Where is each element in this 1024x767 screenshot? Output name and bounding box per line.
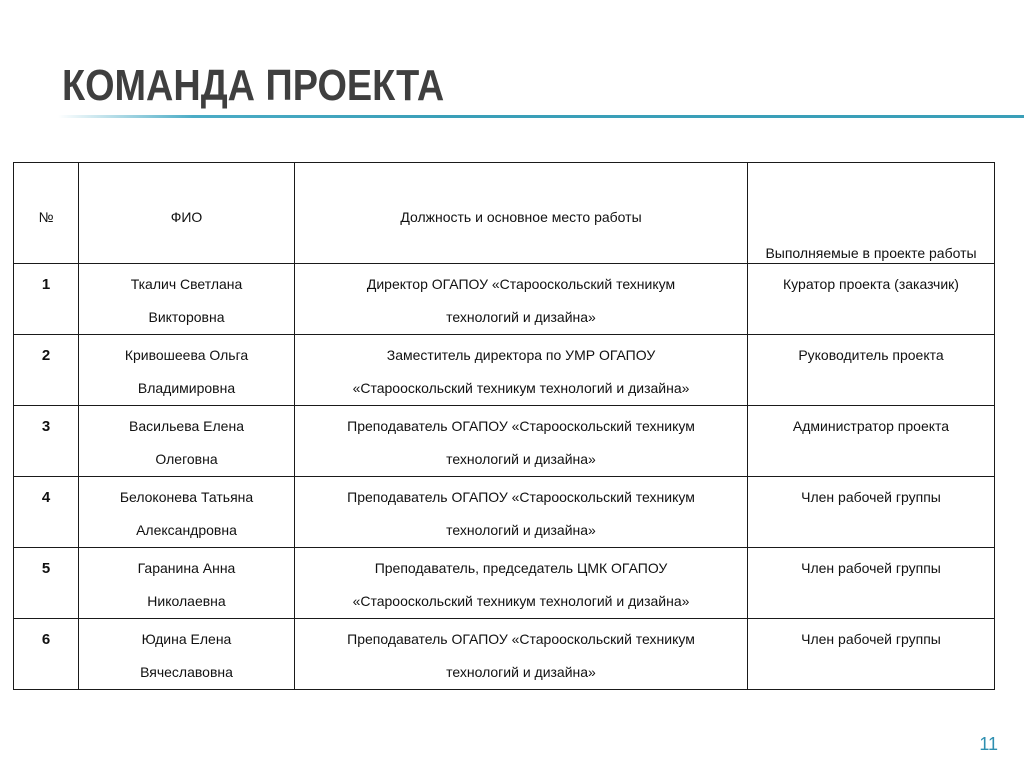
member-name xyxy=(79,548,295,619)
position-line: технологий и дизайна» xyxy=(446,451,596,467)
slide-title: КОМАНДА ПРОЕКТА xyxy=(62,61,445,110)
header-position: Должность и основное место работы xyxy=(295,163,748,264)
header-name: ФИО xyxy=(79,163,295,264)
table-row xyxy=(14,406,995,477)
member-position xyxy=(295,264,748,335)
table-row xyxy=(14,477,995,548)
name-line: Гаранина Анна xyxy=(137,560,236,576)
name-line: Васильева Елена xyxy=(129,418,244,434)
position-line: технологий и дизайна» xyxy=(446,309,596,325)
member-position xyxy=(295,619,748,690)
name-line: Юдина Елена xyxy=(141,631,232,647)
member-name xyxy=(79,477,295,548)
table-row xyxy=(14,619,995,690)
row-number: 3 xyxy=(14,406,79,477)
member-position xyxy=(295,477,748,548)
name-line: Олеговна xyxy=(155,451,218,467)
position-line: технологий и дизайна» xyxy=(446,522,596,538)
header-role: Выполняемые в проекте работы xyxy=(748,163,995,264)
member-role: Руководитель проекта xyxy=(748,335,995,406)
member-role: Член рабочей группы xyxy=(748,548,995,619)
table-row xyxy=(14,548,995,619)
member-role: Куратор проекта (заказчик) xyxy=(748,264,995,335)
row-number: 1 xyxy=(14,264,79,335)
position-line: Преподаватель, председатель ЦМК ОГАПОУ xyxy=(374,560,668,576)
member-name xyxy=(79,406,295,477)
position-line: Директор ОГАПОУ «Старооскольский техникум xyxy=(366,276,676,292)
position-line: Преподаватель ОГАПОУ «Старооскольский техникум xyxy=(347,631,695,647)
member-role: Член рабочей группы xyxy=(748,619,995,690)
project-team-table xyxy=(13,162,995,690)
header-number: № xyxy=(14,163,79,264)
position-line: «Старооскольский техникум технологий и дизайна» xyxy=(352,593,690,609)
name-line: Николаевна xyxy=(147,593,226,609)
position-line: Преподаватель ОГАПОУ «Старооскольский техникум xyxy=(347,489,695,505)
row-number: 6 xyxy=(14,619,79,690)
member-name xyxy=(79,619,295,690)
position-line: технологий и дизайна» xyxy=(446,664,596,680)
row-number: 5 xyxy=(14,548,79,619)
member-role: Администратор проекта xyxy=(748,406,995,477)
position-line: Заместитель директора по УМР ОГАПОУ xyxy=(386,347,656,363)
title-divider xyxy=(58,115,1024,118)
member-name xyxy=(79,264,295,335)
name-line: Вячеславовна xyxy=(140,664,233,680)
name-line: Владимировна xyxy=(137,380,236,396)
row-number: 4 xyxy=(14,477,79,548)
name-line: Викторовна xyxy=(148,309,225,325)
table-row xyxy=(14,335,995,406)
table-row xyxy=(14,264,995,335)
name-line: Белоконева Татьяна xyxy=(119,489,254,505)
member-position xyxy=(295,335,748,406)
row-number: 2 xyxy=(14,335,79,406)
table-header-row xyxy=(14,163,995,264)
name-line: Кривошеева Ольга xyxy=(124,347,249,363)
name-line: Ткалич Светлана xyxy=(130,276,243,292)
member-position xyxy=(295,548,748,619)
member-role: Член рабочей группы xyxy=(748,477,995,548)
member-position xyxy=(295,406,748,477)
name-line: Александровна xyxy=(136,522,237,538)
position-line: «Старооскольский техникум технологий и дизайна» xyxy=(352,380,690,396)
position-line: Преподаватель ОГАПОУ «Старооскольский техникум xyxy=(347,418,695,434)
member-name xyxy=(79,335,295,406)
slide-page-number: 11 xyxy=(979,734,998,754)
